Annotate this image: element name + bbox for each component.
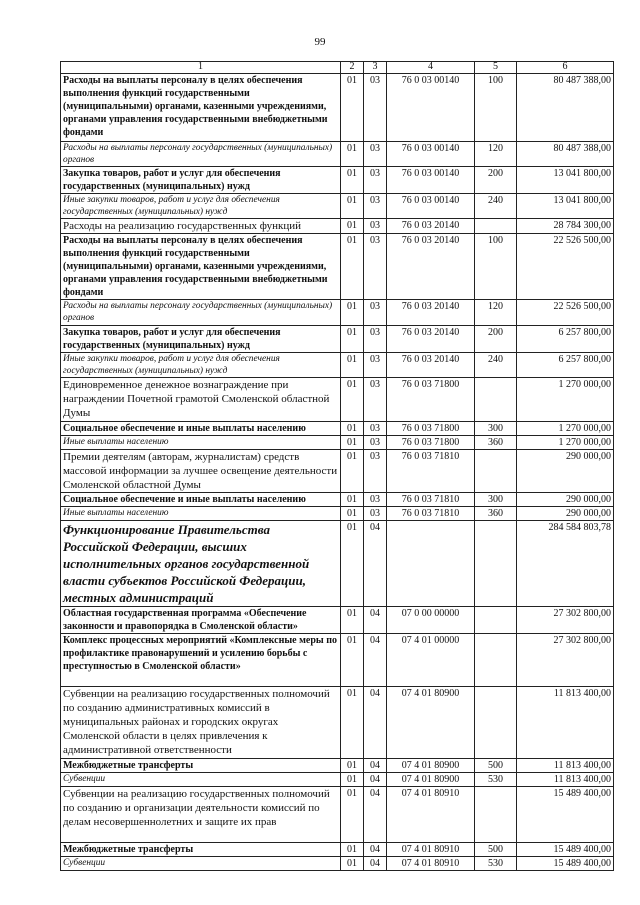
amount-cell: 13 041 800,00 <box>517 167 614 194</box>
row-name-cell: Межбюджетные трансферты <box>61 759 341 773</box>
section-code-cell: 01 <box>341 234 364 300</box>
target-article-cell: 76 0 03 00140 <box>387 74 475 142</box>
amount-cell: 290 000,00 <box>517 450 614 493</box>
target-article-cell: 76 0 03 71810 <box>387 450 475 493</box>
section-code-cell: 01 <box>341 759 364 773</box>
target-article-cell: 76 0 03 71810 <box>387 493 475 507</box>
amount-cell: 1 270 000,00 <box>517 378 614 422</box>
row-name-cell: Комплекс процессных мероприятий «Комплексные меры по профилактике правонарушений и усилению борьбы с преступностью в Смоленской области» <box>61 634 341 687</box>
target-article-cell: 76 0 03 00140 <box>387 167 475 194</box>
subsection-code-cell: 03 <box>364 422 387 436</box>
page-number: 99 <box>314 36 326 48</box>
subsection-code-cell: 03 <box>364 167 387 194</box>
target-article-cell: 07 4 01 80910 <box>387 843 475 857</box>
table-row <box>61 450 614 493</box>
subsection-code-cell: 03 <box>364 219 387 234</box>
expense-type-cell: 530 <box>475 857 517 871</box>
amount-cell: 6 257 800,00 <box>517 326 614 353</box>
amount-cell: 11 813 400,00 <box>517 773 614 787</box>
section-code-cell: 01 <box>341 521 364 607</box>
column-header: 5 <box>475 62 517 74</box>
table-row <box>61 378 614 422</box>
subsection-code-cell: 03 <box>364 353 387 378</box>
subsection-code-cell: 04 <box>364 843 387 857</box>
row-name-cell: Субвенции на реализацию государственных полномочий по созданию административных комиссий в муниципальных районах и городских округах Смоленской области в целях привлечения к административной ответственности <box>61 687 341 759</box>
table-row <box>61 687 614 759</box>
subsection-code-cell: 03 <box>364 234 387 300</box>
section-code-cell: 01 <box>341 378 364 422</box>
table-row <box>61 634 614 687</box>
target-article-cell: 76 0 03 71800 <box>387 422 475 436</box>
table-row <box>61 843 614 857</box>
expense-type-cell <box>475 219 517 234</box>
section-code-cell: 01 <box>341 74 364 142</box>
row-name-cell: Субвенции <box>61 773 341 787</box>
row-name-cell: Социальное обеспечение и иные выплаты населению <box>61 422 341 436</box>
target-article-cell: 07 4 01 80900 <box>387 687 475 759</box>
row-name-cell: Расходы на выплаты персоналу в целях обеспечения выполнения функций государственными (муниципальными) органами, казенными учреждениями, органами управления государственными внебюджетными фондами <box>61 234 341 300</box>
subsection-code-cell: 03 <box>364 194 387 219</box>
target-article-cell <box>387 521 475 607</box>
subsection-code-cell: 03 <box>364 378 387 422</box>
row-name-cell: Областная государственная программа «Обеспечение законности и правопорядка в Смоленской области» <box>61 607 341 634</box>
section-code-cell: 01 <box>341 194 364 219</box>
row-name-cell: Расходы на выплаты персоналу в целях обеспечения выполнения функций государственными (муниципальными) органами, казенными учреждениями, органами управления государственными внебюджетными фондами <box>61 74 341 142</box>
table-row <box>61 773 614 787</box>
expense-type-cell: 100 <box>475 74 517 142</box>
row-name-cell: Премии деятелям (авторам, журналистам) средств массовой информации за лучшее освещение деятельности Смоленской областной Думы <box>61 450 341 493</box>
amount-cell: 28 784 300,00 <box>517 219 614 234</box>
section-code-cell: 01 <box>341 219 364 234</box>
table-row <box>61 607 614 634</box>
target-article-cell: 07 4 01 80910 <box>387 857 475 871</box>
subsection-code-cell: 04 <box>364 857 387 871</box>
section-code-cell: 01 <box>341 300 364 326</box>
row-name-cell: Иные выплаты населению <box>61 436 341 450</box>
subsection-code-cell: 04 <box>364 521 387 607</box>
amount-cell: 1 270 000,00 <box>517 436 614 450</box>
table-row <box>61 300 614 326</box>
section-code-cell: 01 <box>341 687 364 759</box>
row-name-cell: Расходы на выплаты персоналу государственных (муниципальных) органов <box>61 142 341 167</box>
table-row <box>61 74 614 142</box>
table-row <box>61 142 614 167</box>
target-article-cell: 76 0 03 20140 <box>387 300 475 326</box>
table-row <box>61 436 614 450</box>
target-article-cell: 76 0 03 71800 <box>387 378 475 422</box>
expense-type-cell <box>475 378 517 422</box>
amount-cell: 27 302 800,00 <box>517 634 614 687</box>
column-header: 3 <box>364 62 387 74</box>
amount-cell: 22 526 500,00 <box>517 300 614 326</box>
table-row <box>61 326 614 353</box>
expense-type-cell <box>475 687 517 759</box>
section-code-cell: 01 <box>341 167 364 194</box>
target-article-cell: 76 0 03 20140 <box>387 353 475 378</box>
column-header: 1 <box>61 62 341 74</box>
amount-cell: 11 813 400,00 <box>517 759 614 773</box>
expense-type-cell: 500 <box>475 759 517 773</box>
subsection-code-cell: 04 <box>364 787 387 843</box>
table-row <box>61 507 614 521</box>
expense-type-cell: 120 <box>475 300 517 326</box>
amount-cell: 11 813 400,00 <box>517 687 614 759</box>
subsection-code-cell: 03 <box>364 300 387 326</box>
column-number-row <box>61 62 614 74</box>
subsection-code-cell: 03 <box>364 436 387 450</box>
table-row <box>61 219 614 234</box>
expense-type-cell <box>475 607 517 634</box>
target-article-cell: 76 0 03 20140 <box>387 219 475 234</box>
target-article-cell: 76 0 03 71810 <box>387 507 475 521</box>
section-code-cell: 01 <box>341 787 364 843</box>
table-row <box>61 194 614 219</box>
section-code-cell: 01 <box>341 353 364 378</box>
section-code-cell: 01 <box>341 326 364 353</box>
column-header: 6 <box>517 62 614 74</box>
expense-type-cell: 200 <box>475 167 517 194</box>
target-article-cell: 76 0 03 20140 <box>387 234 475 300</box>
expense-type-cell: 120 <box>475 142 517 167</box>
section-code-cell: 01 <box>341 773 364 787</box>
target-article-cell: 07 4 01 80900 <box>387 759 475 773</box>
amount-cell: 290 000,00 <box>517 493 614 507</box>
subsection-code-cell: 04 <box>364 773 387 787</box>
budget-table <box>60 61 614 871</box>
row-name-cell: Иные закупки товаров, работ и услуг для обеспечения государственных (муниципальных) нужд <box>61 353 341 378</box>
expense-type-cell <box>475 450 517 493</box>
row-name-cell: Функционирование Правительства Российской Федерации, высших исполнительных органов государственной власти субъектов Российской Федерации, местных администраций <box>61 521 341 607</box>
amount-cell: 6 257 800,00 <box>517 353 614 378</box>
row-name-cell: Социальное обеспечение и иные выплаты населению <box>61 493 341 507</box>
expense-type-cell <box>475 521 517 607</box>
section-code-cell: 01 <box>341 142 364 167</box>
amount-cell: 15 489 400,00 <box>517 787 614 843</box>
target-article-cell: 76 0 03 00140 <box>387 194 475 219</box>
expense-type-cell: 300 <box>475 422 517 436</box>
row-name-cell: Закупка товаров, работ и услуг для обеспечения государственных (муниципальных) нужд <box>61 326 341 353</box>
expense-type-cell: 240 <box>475 353 517 378</box>
amount-cell: 284 584 803,78 <box>517 521 614 607</box>
target-article-cell: 07 4 01 80900 <box>387 773 475 787</box>
amount-cell: 15 489 400,00 <box>517 843 614 857</box>
amount-cell: 22 526 500,00 <box>517 234 614 300</box>
subsection-code-cell: 03 <box>364 326 387 353</box>
section-code-cell: 01 <box>341 450 364 493</box>
subsection-code-cell: 03 <box>364 493 387 507</box>
table-row <box>61 234 614 300</box>
amount-cell: 80 487 388,00 <box>517 142 614 167</box>
subsection-code-cell: 04 <box>364 634 387 687</box>
section-code-cell: 01 <box>341 634 364 687</box>
amount-cell: 15 489 400,00 <box>517 857 614 871</box>
section-code-cell: 01 <box>341 843 364 857</box>
row-name-cell: Расходы на выплаты персоналу государственных (муниципальных) органов <box>61 300 341 326</box>
table-row <box>61 759 614 773</box>
section-code-cell: 01 <box>341 607 364 634</box>
amount-cell: 290 000,00 <box>517 507 614 521</box>
expense-type-cell: 100 <box>475 234 517 300</box>
subsection-code-cell: 04 <box>364 687 387 759</box>
target-article-cell: 76 0 03 20140 <box>387 326 475 353</box>
row-name-cell: Иные закупки товаров, работ и услуг для обеспечения государственных (муниципальных) нужд <box>61 194 341 219</box>
row-name-cell: Расходы на реализацию государственных функций <box>61 219 341 234</box>
table-body <box>61 74 614 871</box>
amount-cell: 80 487 388,00 <box>517 74 614 142</box>
subsection-code-cell: 03 <box>364 507 387 521</box>
expense-type-cell: 360 <box>475 507 517 521</box>
row-name-cell: Межбюджетные трансферты <box>61 843 341 857</box>
section-code-cell: 01 <box>341 857 364 871</box>
expense-type-cell: 360 <box>475 436 517 450</box>
subsection-code-cell: 04 <box>364 607 387 634</box>
expense-type-cell: 240 <box>475 194 517 219</box>
row-name-cell: Субвенции <box>61 857 341 871</box>
expense-type-cell: 200 <box>475 326 517 353</box>
table-row <box>61 493 614 507</box>
table-row <box>61 787 614 843</box>
expense-type-cell <box>475 634 517 687</box>
subsection-code-cell: 03 <box>364 450 387 493</box>
expense-type-cell: 530 <box>475 773 517 787</box>
subsection-code-cell: 03 <box>364 142 387 167</box>
target-article-cell: 07 4 01 00000 <box>387 634 475 687</box>
subsection-code-cell: 04 <box>364 759 387 773</box>
target-article-cell: 07 0 00 00000 <box>387 607 475 634</box>
amount-cell: 1 270 000,00 <box>517 422 614 436</box>
table-row <box>61 521 614 607</box>
row-name-cell: Закупка товаров, работ и услуг для обеспечения государственных (муниципальных) нужд <box>61 167 341 194</box>
section-code-cell: 01 <box>341 422 364 436</box>
section-code-cell: 01 <box>341 493 364 507</box>
table-row <box>61 422 614 436</box>
row-name-cell: Единовременное денежное вознаграждение при награждении Почетной грамотой Смоленской областной Думы <box>61 378 341 422</box>
column-header: 4 <box>387 62 475 74</box>
target-article-cell: 76 0 03 71800 <box>387 436 475 450</box>
table-row <box>61 353 614 378</box>
expense-type-cell <box>475 787 517 843</box>
section-code-cell: 01 <box>341 436 364 450</box>
row-name-cell: Субвенции на реализацию государственных полномочий по созданию и организации деятельности комиссий по делам несовершеннолетних и защите их прав <box>61 787 341 843</box>
amount-cell: 27 302 800,00 <box>517 607 614 634</box>
expense-type-cell: 300 <box>475 493 517 507</box>
target-article-cell: 07 4 01 80910 <box>387 787 475 843</box>
column-header: 2 <box>341 62 364 74</box>
amount-cell: 13 041 800,00 <box>517 194 614 219</box>
table-row <box>61 857 614 871</box>
subsection-code-cell: 03 <box>364 74 387 142</box>
target-article-cell: 76 0 03 00140 <box>387 142 475 167</box>
table-row <box>61 167 614 194</box>
section-code-cell: 01 <box>341 507 364 521</box>
row-name-cell: Иные выплаты населению <box>61 507 341 521</box>
expense-type-cell: 500 <box>475 843 517 857</box>
